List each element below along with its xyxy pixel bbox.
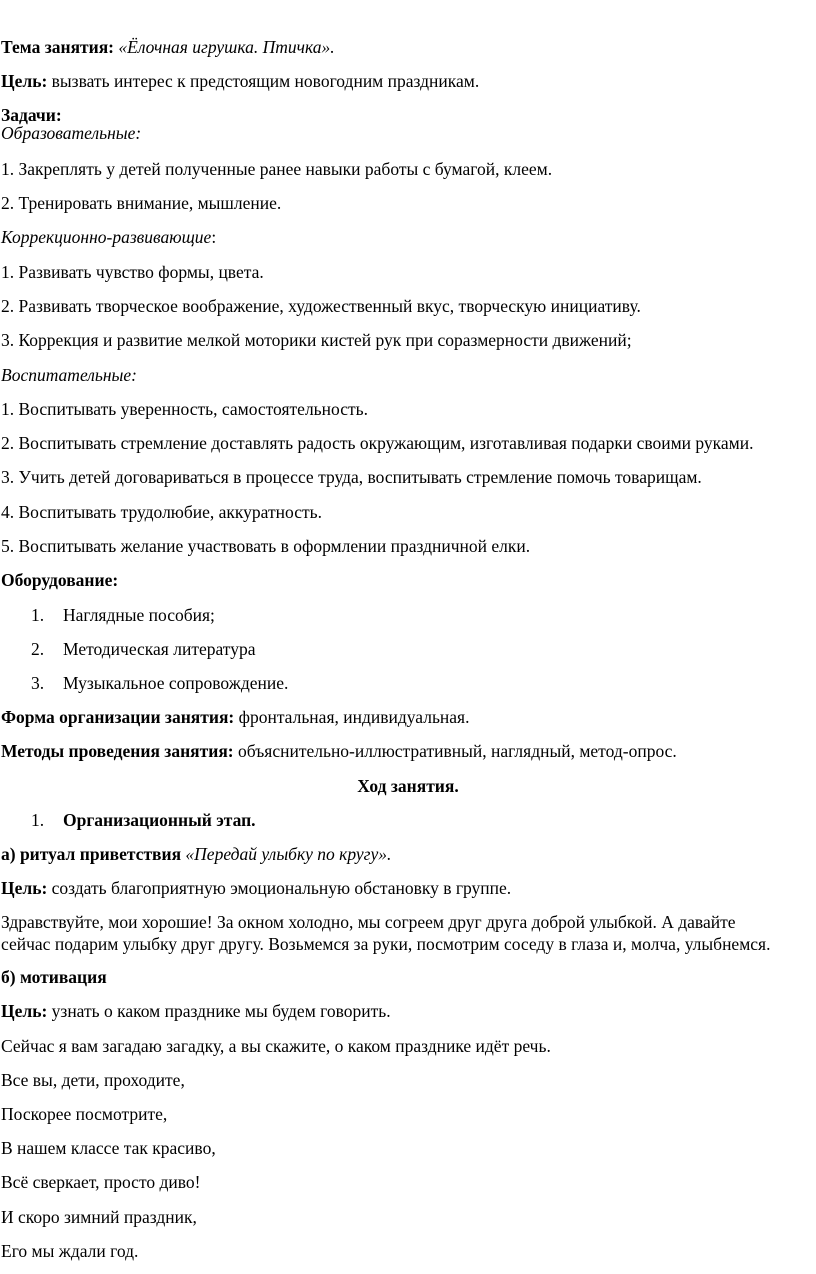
equipment-number: 1. bbox=[31, 605, 45, 625]
goal-line bbox=[1, 70, 479, 92]
goal-label: Цель: bbox=[1, 71, 48, 91]
upbringing-title: Воспитательные: bbox=[1, 365, 138, 385]
upbringing-item: 3. Учить детей договариваться в процессе труда, воспитывать стремление помочь товарищам. bbox=[1, 467, 702, 487]
methods-label: Методы проведения занятия: bbox=[1, 741, 234, 761]
topic-value: «Ёлочная игрушка. Птичка». bbox=[118, 37, 335, 57]
form-value: фронтальная, индивидуальная. bbox=[238, 707, 470, 727]
goal2-line bbox=[1, 877, 511, 899]
goal2-label: Цель: bbox=[1, 878, 48, 898]
motivation-heading: б) мотивация bbox=[1, 967, 107, 987]
poem-line: Всё сверкает, просто диво! bbox=[1, 1172, 201, 1192]
goal2-value: создать благоприятную эмоциональную обстановку в группе. bbox=[51, 878, 512, 898]
form-label: Форма организации занятия: bbox=[1, 707, 235, 727]
goal-value: вызвать интерес к предстоящим новогодним праздникам. bbox=[51, 71, 480, 91]
topic-line bbox=[1, 36, 335, 58]
greeting-line: Здравствуйте, мои хорошие! За окном холодно, мы согреем друг друга доброй улыбкой. А давайте bbox=[1, 912, 736, 932]
goal3-label: Цель: bbox=[1, 1001, 48, 1021]
upbringing-item: 2. Воспитывать стремление доставлять радость окружающим, изготавливая подарки своими руками. bbox=[1, 433, 754, 453]
ritual-line bbox=[1, 843, 391, 865]
methods-value: объяснительно-иллюстративный, наглядный, метод-опрос. bbox=[238, 741, 677, 761]
stage-title: Организационный этап. bbox=[63, 810, 256, 830]
stage-number: 1. bbox=[31, 810, 45, 830]
correctional-item: 1. Развивать чувство формы, цвета. bbox=[1, 262, 264, 282]
poem-line: И скоро зимний праздник, bbox=[1, 1207, 197, 1227]
equipment-item: Наглядные пособия; bbox=[63, 605, 215, 625]
poem-line: Его мы ждали год. bbox=[1, 1241, 139, 1261]
upbringing-item: 5. Воспитывать желание участвовать в оформлении праздничной елки. bbox=[1, 536, 531, 556]
equipment-heading: Оборудование: bbox=[1, 570, 119, 590]
greeting-line: сейчас подарим улыбку друг другу. Возьмемся за руки, посмотрим соседу в глаза и, молча, улыбнемся. bbox=[1, 934, 771, 954]
equipment-item: Музыкальное сопровождение. bbox=[63, 673, 289, 693]
educational-title: Образовательные: bbox=[1, 123, 142, 143]
methods-line bbox=[1, 740, 677, 762]
topic-label: Тема занятия: bbox=[1, 37, 115, 57]
correctional-title: Коррекционно-развивающие bbox=[1, 227, 212, 247]
correctional-item: 3. Коррекция и развитие мелкой моторики кистей рук при соразмерности движений; bbox=[1, 330, 632, 350]
educational-item: 1. Закреплять у детей полученные ранее навыки работы с бумагой, клеем. bbox=[1, 159, 553, 179]
riddle-intro: Сейчас я вам загадаю загадку, а вы скажите, о каком празднике идёт речь. bbox=[1, 1036, 551, 1056]
goal3-value: узнать о каком празднике мы будем говорить. bbox=[51, 1001, 391, 1021]
correctional-item: 2. Развивать творческое воображение, художественный вкус, творческую инициативу. bbox=[1, 296, 641, 316]
correctional-title-line bbox=[1, 226, 216, 248]
correctional-colon: : bbox=[211, 227, 217, 247]
poem-line: Все вы, дети, проходите, bbox=[1, 1070, 185, 1090]
upbringing-item: 4. Воспитывать трудолюбие, аккуратность. bbox=[1, 502, 322, 522]
equipment-item: Методическая литература bbox=[63, 639, 256, 659]
poem-line: Поскорее посмотрите, bbox=[1, 1104, 168, 1124]
upbringing-item: 1. Воспитывать уверенность, самостоятельность. bbox=[1, 399, 368, 419]
ritual-value: «Передай улыбку по кругу». bbox=[185, 844, 392, 864]
tasks-heading: Задачи: bbox=[1, 105, 62, 125]
educational-item: 2. Тренировать внимание, мышление. bbox=[1, 193, 282, 213]
poem-line: В нашем классе так красиво, bbox=[1, 1138, 216, 1158]
form-line bbox=[1, 706, 470, 728]
equipment-number: 3. bbox=[31, 673, 45, 693]
ritual-label: а) ритуал приветствия bbox=[1, 844, 182, 864]
course-title: Ход занятия. bbox=[357, 776, 459, 796]
goal3-line bbox=[1, 1000, 391, 1022]
equipment-number: 2. bbox=[31, 639, 45, 659]
